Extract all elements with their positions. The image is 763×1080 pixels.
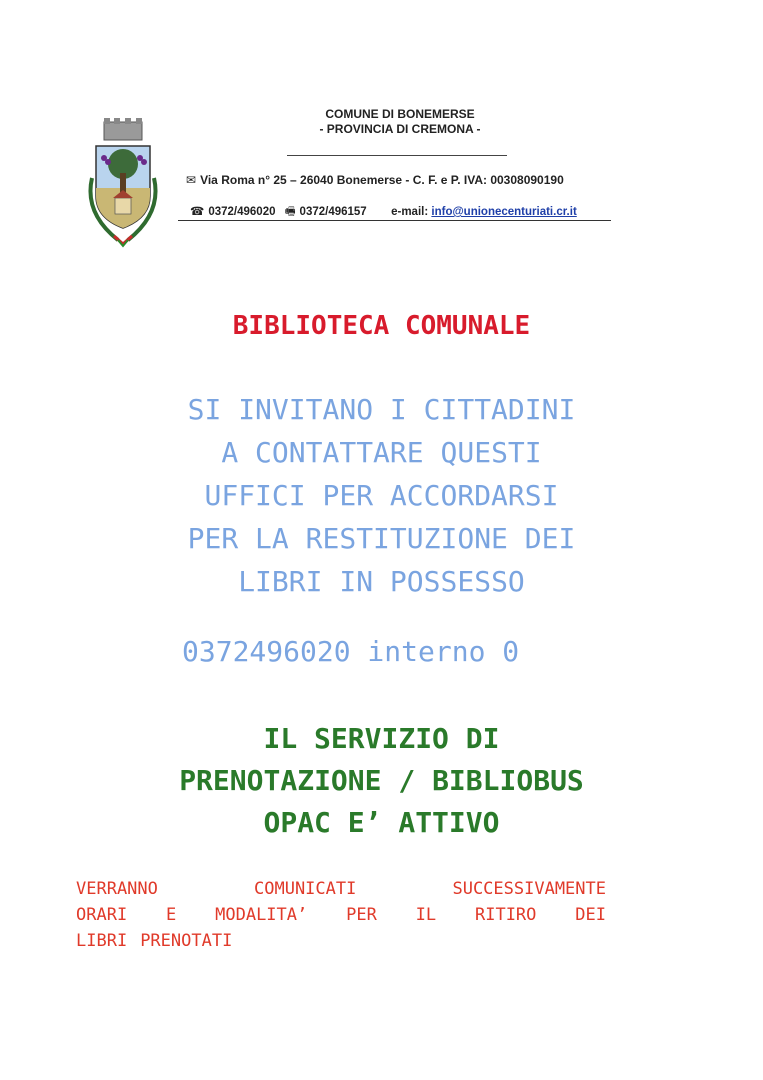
notice-line-3 xyxy=(76,928,606,954)
notice-word: PER xyxy=(346,905,377,925)
invite-line-3: UFFICI PER ACCORDARSI xyxy=(204,479,559,512)
service-line-1: IL SERVIZIO DI xyxy=(263,722,500,755)
service-line-3: OPAC E’ ATTIVO xyxy=(263,806,500,839)
notice-word: MODALITA’ xyxy=(215,905,308,925)
address-row xyxy=(186,173,564,187)
envelope-icon: ✉ xyxy=(186,173,197,187)
notice-word: SUCCESSIVAMENTE xyxy=(452,879,606,899)
invite-line-4: PER LA RESTITUZIONE DEI xyxy=(187,522,576,555)
notice-word: IL xyxy=(415,905,437,925)
province-name: - PROVINCIA DI CREMONA - xyxy=(319,122,481,136)
address-text: Via Roma n° 25 – 26040 Bonemerse - C. F. e P. IVA: 00308090190 xyxy=(200,173,564,187)
service-line-2: PRENOTAZIONE / BIBLIOBUS xyxy=(179,764,584,797)
notice-paragraph xyxy=(76,876,606,954)
header-divider xyxy=(287,155,507,156)
notice-line-2 xyxy=(76,902,606,928)
notice-line-1 xyxy=(76,876,606,902)
municipal-crest xyxy=(82,118,164,248)
invite-line-2: A CONTATTARE QUESTI xyxy=(221,436,542,469)
invite-line-5: LIBRI IN POSSESSO xyxy=(238,565,525,598)
notice-word: VERRANNO xyxy=(76,879,158,899)
contact-divider xyxy=(178,220,611,221)
notice-word: E xyxy=(166,905,177,925)
library-title: BIBLIOTECA COMUNALE xyxy=(232,311,531,341)
invite-line-1: SI INVITANO I CITTADINI xyxy=(187,393,576,426)
notice-word: ORARI xyxy=(76,905,128,925)
email-label: e-mail: xyxy=(391,206,429,218)
notice-word: DEI xyxy=(575,905,606,925)
notice-word: LIBRI xyxy=(76,931,128,951)
telephone-icon: ☎ xyxy=(190,206,205,218)
phone-number: 0372/496020 xyxy=(208,206,276,218)
municipality-name: COMUNE DI BONEMERSE xyxy=(325,107,475,121)
notice-word: COMUNICATI xyxy=(254,879,357,899)
phone-extension: 0372496020 interno 0 xyxy=(182,635,520,668)
notice-word: RITIRO xyxy=(474,905,537,925)
fax-number: 0372/496157 xyxy=(299,206,367,218)
fax-icon: 🖷 xyxy=(284,206,296,218)
email-link[interactable]: info@unionecenturiati.cr.it xyxy=(431,206,577,218)
notice-word: PRENOTATI xyxy=(140,931,233,951)
